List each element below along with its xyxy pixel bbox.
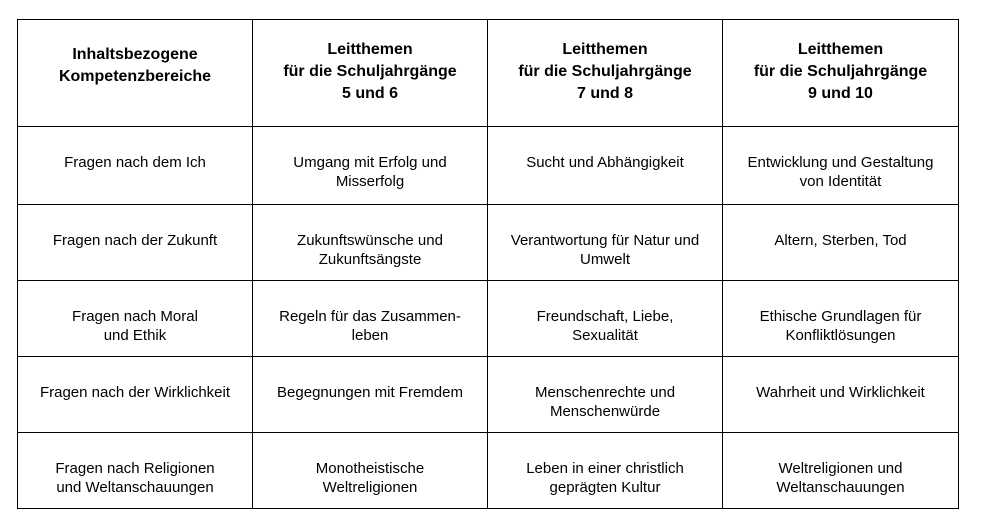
table-cell <box>488 357 723 433</box>
table-cell <box>253 205 488 281</box>
cell-line: Begegnungen mit Fremdem <box>277 384 463 401</box>
table-row <box>18 433 959 509</box>
cell-line: und Weltanschauungen <box>56 479 214 496</box>
cell-line: leben <box>351 327 389 344</box>
table-cell <box>18 433 253 509</box>
table-cell <box>18 357 253 433</box>
cell-line: Leben in einer christlich <box>526 460 684 477</box>
header-grades-5-6 <box>253 20 488 127</box>
cell-line: Konfliktlösungen <box>785 327 896 344</box>
header-line: Inhaltsbezogene <box>72 46 198 63</box>
cell-line: Fragen nach der Zukunft <box>52 232 218 249</box>
header-line: Kompetenzbereiche <box>58 68 212 85</box>
cell-line: von Identität <box>799 173 882 190</box>
cell-line: Sucht und Abhängigkeit <box>526 154 684 171</box>
cell-line: Entwicklung und Gestaltung <box>747 154 934 171</box>
cell-line: Zukunftswünsche und <box>297 232 443 249</box>
cell-line: Fragen nach Moral <box>72 308 198 325</box>
cell-line: Umgang mit Erfolg und <box>293 154 447 171</box>
cell-line: Wahrheit und Wirklichkeit <box>756 384 925 401</box>
header-line: 5 und 6 <box>341 85 398 102</box>
curriculum-table <box>17 19 959 509</box>
cell-line: Freundschaft, Liebe, <box>536 308 674 325</box>
header-line: 9 und 10 <box>808 85 873 102</box>
table-row <box>18 357 959 433</box>
table-cell <box>488 433 723 509</box>
header-line: für die Schuljahrgänge <box>518 63 692 80</box>
cell-line: Umwelt <box>579 251 630 268</box>
cell-line: Fragen nach dem Ich <box>64 154 206 171</box>
table-cell <box>488 127 723 205</box>
cell-line: Regeln für das Zusammen- <box>279 308 461 325</box>
table-cell <box>253 281 488 357</box>
table-row <box>18 127 959 205</box>
table-cell <box>253 357 488 433</box>
cell-line: Fragen nach Religionen <box>55 460 215 477</box>
cell-line: Verantwortung für Natur und <box>510 232 700 249</box>
cell-line: Zukunftsängste <box>318 251 422 268</box>
header-line: für die Schuljahrgänge <box>753 63 928 80</box>
cell-line: und Ethik <box>103 327 167 344</box>
cell-line: Altern, Sterben, Tod <box>774 232 907 249</box>
table-cell <box>723 281 959 357</box>
table-cell <box>723 433 959 509</box>
cell-line: Menschenrechte und <box>534 384 676 401</box>
cell-line: Sexualität <box>572 327 638 344</box>
header-grades-9-10 <box>723 20 959 127</box>
table-cell <box>18 281 253 357</box>
table-cell <box>253 433 488 509</box>
table-cell <box>18 205 253 281</box>
header-line: Leitthemen <box>797 41 884 58</box>
cell-line: Weltreligionen und <box>778 460 903 477</box>
cell-line: geprägten Kultur <box>549 479 661 496</box>
table-cell <box>253 127 488 205</box>
cell-line: Monotheistische <box>315 460 425 477</box>
header-line: für die Schuljahrgänge <box>283 63 457 80</box>
cell-line: Weltanschauungen <box>776 479 905 496</box>
header-row <box>18 20 959 127</box>
table-cell <box>723 205 959 281</box>
table-cell <box>488 281 723 357</box>
header-line: Leitthemen <box>562 41 648 58</box>
header-competence-areas <box>18 20 253 127</box>
header-line: Leitthemen <box>327 41 413 58</box>
table-row <box>18 205 959 281</box>
header-grades-7-8 <box>488 20 723 127</box>
cell-line: Fragen nach der Wirklichkeit <box>39 384 231 401</box>
cell-line: Menschenwürde <box>549 403 661 420</box>
table-cell <box>723 127 959 205</box>
table-cell <box>723 357 959 433</box>
table-row <box>18 281 959 357</box>
header-line: 7 und 8 <box>576 85 633 102</box>
table-cell <box>488 205 723 281</box>
cell-line: Ethische Grundlagen für <box>759 308 922 325</box>
table-cell <box>18 127 253 205</box>
cell-line: Weltreligionen <box>322 479 418 496</box>
cell-line: Misserfolg <box>335 173 405 190</box>
